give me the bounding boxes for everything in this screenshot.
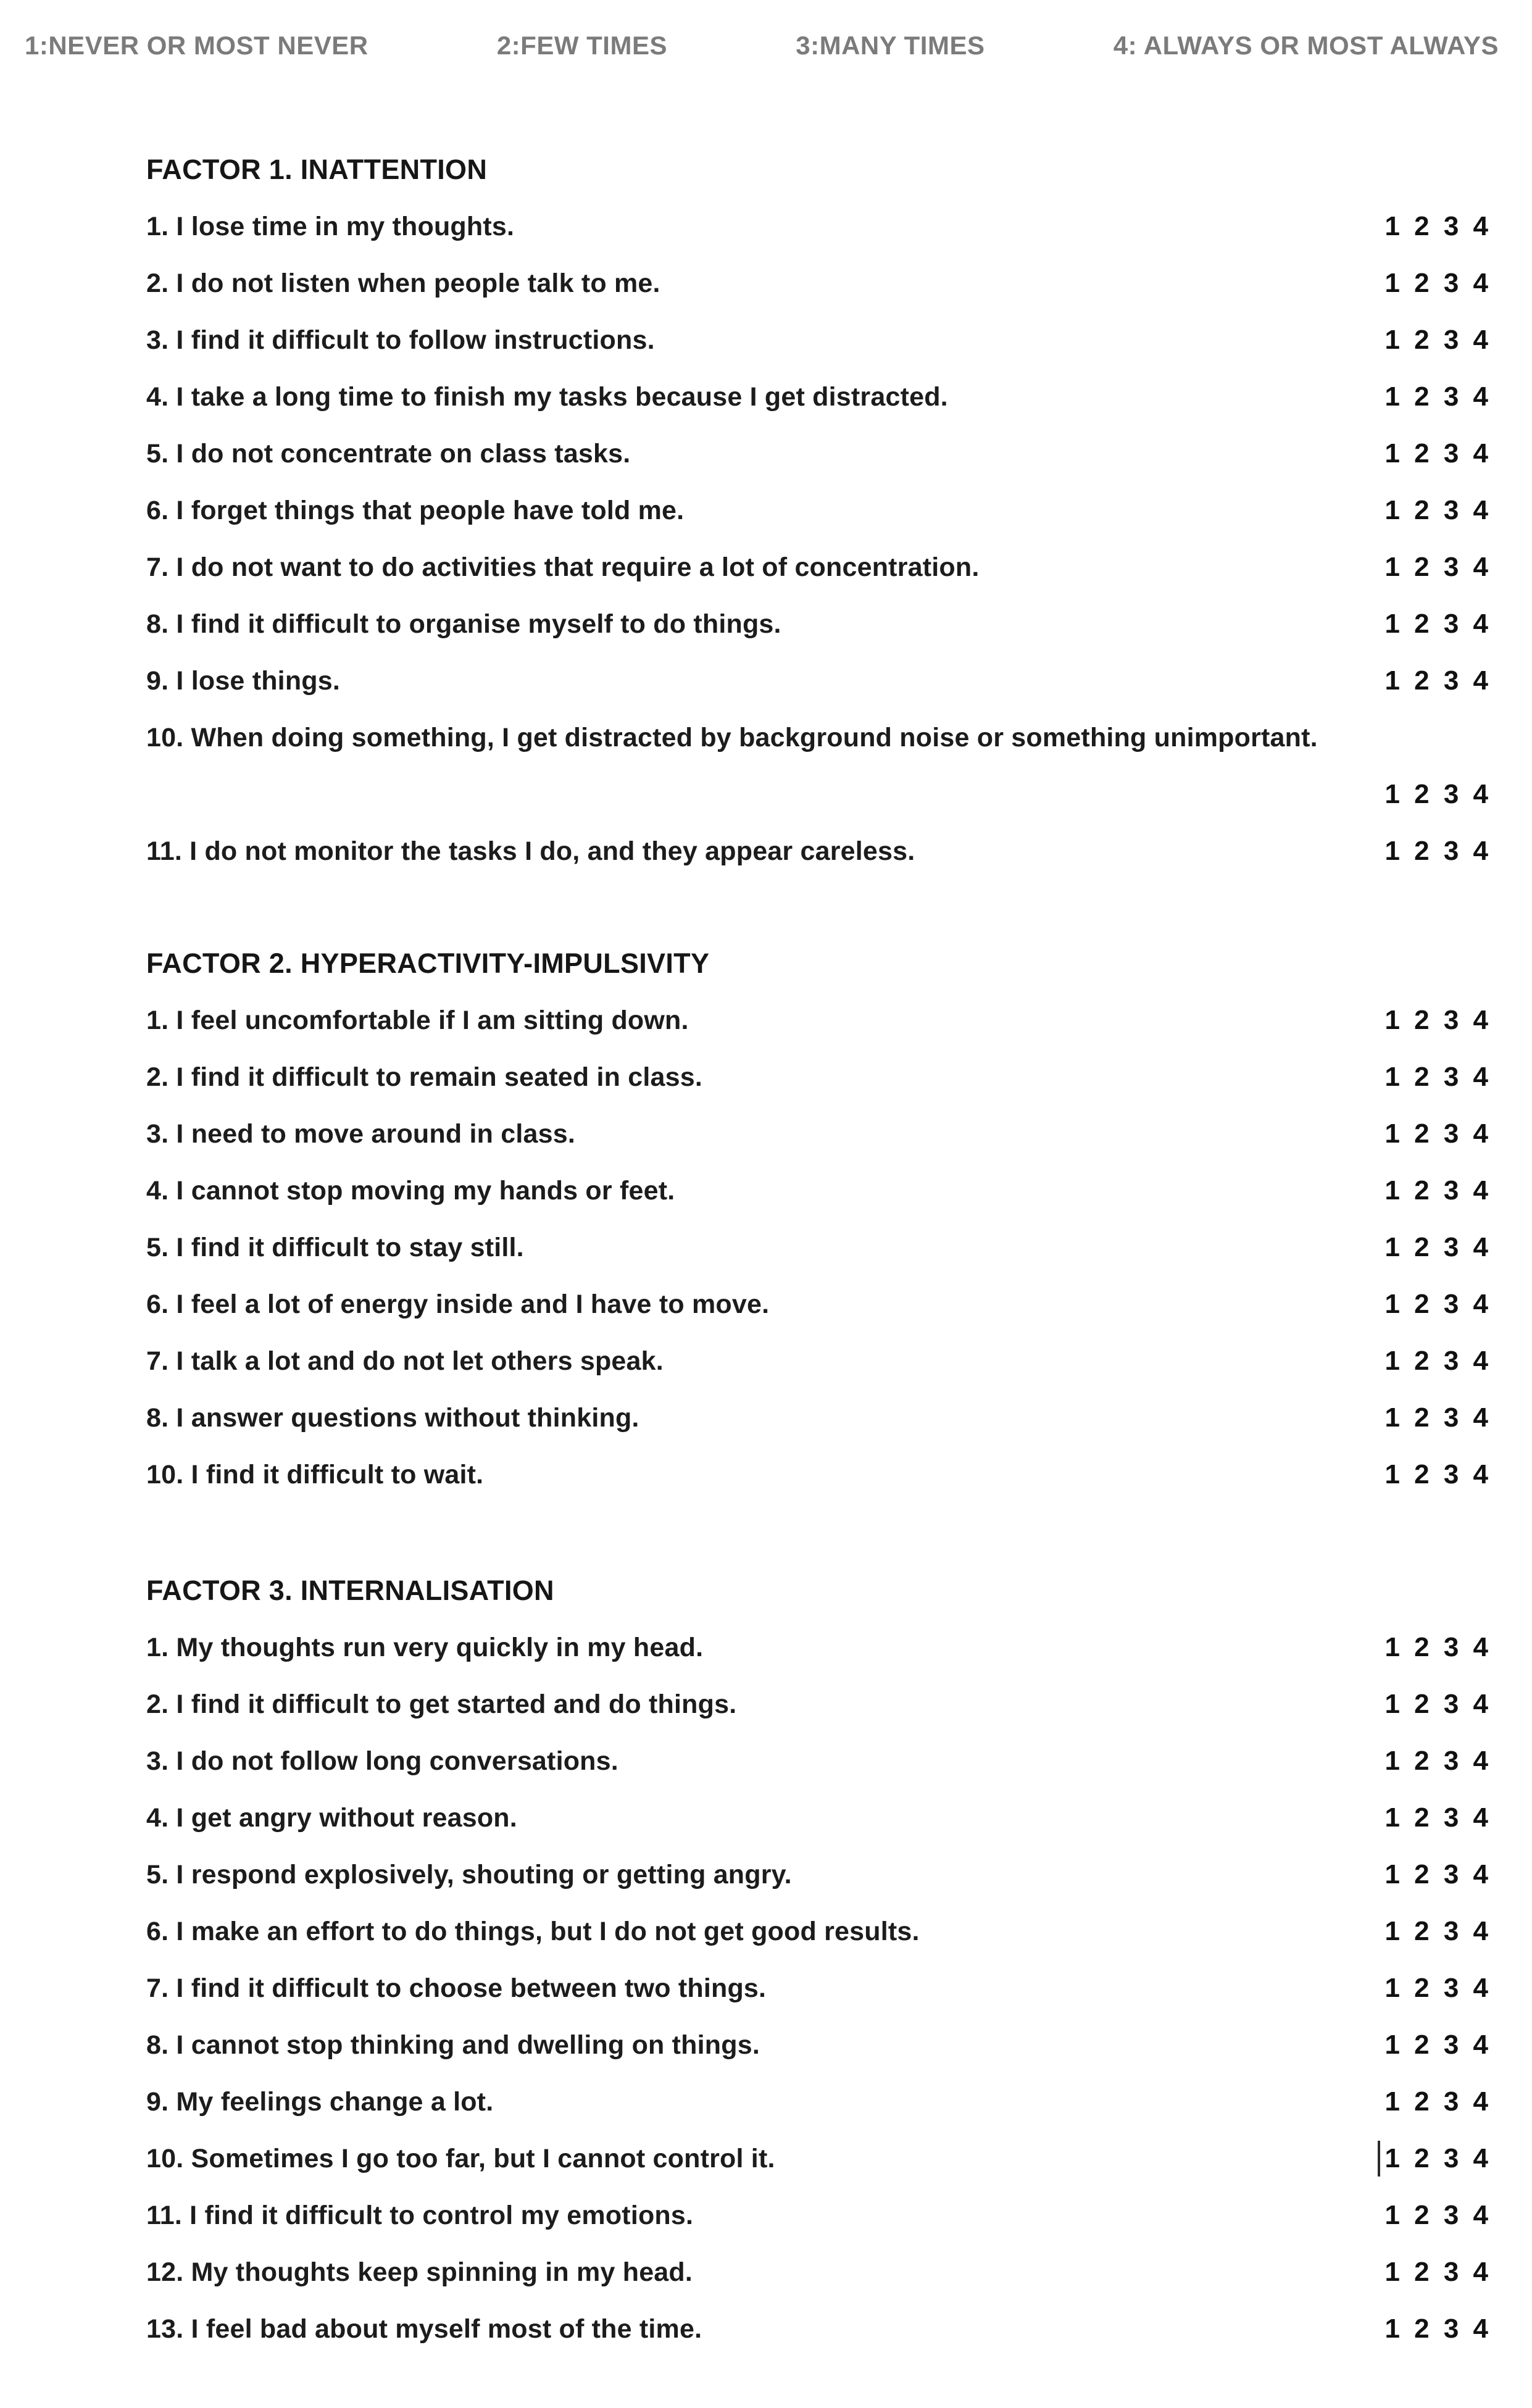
question-text: 2. I find it difficult to get started and do things. [146,1689,737,1719]
question-text: 11. I do not monitor the tasks I do, and they appear careless. [146,836,915,866]
question-row [146,709,1489,766]
question-text: 7. I do not want to do activities that require a lot of concentration. [146,552,980,582]
rating-numbers[interactable]: 1 2 3 4 [1384,2200,1489,2230]
rating-options[interactable] [1384,1289,1489,1320]
rating-options[interactable] [1384,1346,1489,1377]
question-row [146,1162,1489,1219]
question-row [146,425,1489,482]
question-row [146,2301,1489,2357]
rating-numbers[interactable]: 1 2 3 4 [1384,2257,1489,2287]
question-row [146,596,1489,652]
question-row [146,1333,1489,1389]
question-text: 8. I answer questions without thinking. [146,1402,639,1433]
question-row [146,1733,1489,1789]
rating-numbers[interactable]: 1 2 3 4 [1384,268,1489,298]
question-row [146,1049,1489,1106]
rating-options[interactable] [1384,1632,1489,1663]
rating-options[interactable] [1384,211,1489,242]
question-row [146,312,1489,369]
rating-options[interactable] [1378,2141,1489,2177]
question-row [146,1446,1489,1503]
question-text: 5. I find it difficult to stay still. [146,1232,524,1262]
question-text: 9. I lose things. [146,665,341,696]
rating-options[interactable] [1384,1859,1489,1890]
question-text: 7. I talk a lot and do not let others speak. [146,1346,664,1376]
rating-legend [0,0,1532,60]
question-row [146,2017,1489,2073]
section-title: FACTOR 3. INTERNALISATION [146,1575,554,1606]
rating-options[interactable] [1384,1746,1489,1777]
rating-numbers[interactable]: 1 2 3 4 [1384,1973,1489,2003]
question-text: 10. I find it difficult to wait. [146,1459,484,1489]
question-row [146,1389,1489,1446]
rating-numbers[interactable]: 1 2 3 4 [1384,2143,1489,2173]
rating-options[interactable] [1384,1402,1489,1433]
rating-numbers[interactable]: 1 2 3 4 [1384,1916,1489,1946]
rating-numbers[interactable]: 1 2 3 4 [1384,438,1489,469]
questionnaire-body [146,141,1489,2357]
legend-option-2: 2:FEW TIMES [496,31,667,60]
rating-numbers[interactable]: 1 2 3 4 [1384,2086,1489,2117]
rating-numbers[interactable]: 1 2 3 4 [1384,1689,1489,1719]
question-text: 3. I need to move around in class. [146,1119,575,1149]
rating-options[interactable] [1384,1175,1489,1206]
rating-options[interactable] [1384,1005,1489,1036]
question-text: 6. I forget things that people have told me. [146,495,685,525]
question-text: 5. I do not concentrate on class tasks. [146,438,631,469]
question-row [146,482,1489,539]
question-text: 4. I cannot stop moving my hands or feet. [146,1175,675,1206]
rating-options[interactable] [1384,1119,1489,1149]
rating-numbers[interactable]: 1 2 3 4 [1384,1289,1489,1319]
rating-numbers[interactable]: 1 2 3 4 [1384,2314,1489,2344]
rating-options[interactable] [1384,1916,1489,1947]
rating-options[interactable] [1384,2314,1489,2344]
rating-options[interactable] [1384,1062,1489,1093]
rating-options[interactable] [1384,665,1489,696]
question-row [146,2073,1489,2130]
question-text: 3. I find it difficult to follow instructions. [146,325,655,355]
rating-options[interactable] [1384,495,1489,526]
question-row [146,1846,1489,1903]
question-row [146,992,1489,1049]
rating-options[interactable] [1384,2257,1489,2288]
rating-numbers[interactable]: 1 2 3 4 [1384,1746,1489,1776]
question-text: 2. I do not listen when people talk to me. [146,268,660,298]
rating-numbers[interactable]: 1 2 3 4 [1384,1859,1489,1889]
section-items [146,198,1489,880]
text-caret [1378,2141,1380,2177]
question-row [146,766,1489,823]
question-text: 7. I find it difficult to choose between two things. [146,1973,767,2003]
question-text: 6. I feel a lot of energy inside and I have to move. [146,1289,770,1319]
rating-numbers[interactable]: 1 2 3 4 [1384,1232,1489,1262]
factor-section [146,141,1489,880]
question-text: 10. Sometimes I go too far, but I cannot control it. [146,2143,775,2173]
rating-numbers[interactable]: 1 2 3 4 [1384,1346,1489,1376]
rating-options[interactable] [1384,1973,1489,2004]
question-text: 4. I get angry without reason. [146,1802,517,1833]
rating-options[interactable] [1384,1802,1489,1833]
rating-numbers[interactable]: 1 2 3 4 [1384,2030,1489,2060]
section-title: FACTOR 2. HYPERACTIVITY-IMPULSIVITY [146,948,710,979]
question-text: 3. I do not follow long conversations. [146,1746,618,1776]
rating-options[interactable] [1384,609,1489,639]
question-text: 2. I find it difficult to remain seated in class. [146,1062,703,1092]
question-row [146,1106,1489,1162]
question-text: 6. I make an effort to do things, but I do not get good results. [146,1916,920,1946]
question-text: 4. I take a long time to finish my tasks because I get distracted. [146,381,948,412]
question-row [146,369,1489,425]
rating-numbers[interactable]: 1 2 3 4 [1384,609,1489,639]
rating-numbers[interactable]: 1 2 3 4 [1384,1062,1489,1092]
question-row [146,1619,1489,1676]
question-text: 5. I respond explosively, shouting or getting angry. [146,1859,792,1889]
rating-numbers[interactable]: 1 2 3 4 [1384,552,1489,582]
question-row [146,255,1489,312]
rating-numbers[interactable]: 1 2 3 4 [1384,1632,1489,1662]
question-text: 1. I lose time in my thoughts. [146,211,515,241]
rating-numbers[interactable]: 1 2 3 4 [1384,1459,1489,1489]
question-row [146,823,1489,880]
rating-options[interactable] [1384,268,1489,299]
factor-section [146,935,1489,1503]
rating-options[interactable] [1384,325,1489,356]
rating-options[interactable] [1384,836,1489,867]
legend-option-1: 1:NEVER OR MOST NEVER [25,31,368,60]
rating-options[interactable] [1384,1689,1489,1720]
rating-numbers[interactable]: 1 2 3 4 [1384,1802,1489,1833]
rating-options[interactable] [1384,1459,1489,1490]
question-text: 8. I cannot stop thinking and dwelling on things. [146,2030,760,2060]
section-title: FACTOR 1. INATTENTION [146,154,488,185]
rating-numbers[interactable]: 1 2 3 4 [1384,836,1489,866]
rating-options[interactable] [1384,1232,1489,1263]
rating-options[interactable] [1384,2030,1489,2060]
question-row [146,1219,1489,1276]
question-row [146,1676,1489,1733]
question-row [146,2130,1489,2187]
question-text: 11. I find it difficult to control my emotions. [146,2200,694,2230]
rating-numbers[interactable]: 1 2 3 4 [1384,1005,1489,1035]
factor-section [146,1562,1489,2357]
rating-options[interactable] [1384,779,1489,810]
question-text: 1. I feel uncomfortable if I am sitting down. [146,1005,689,1035]
section-items [146,1619,1489,2357]
question-row [146,1276,1489,1333]
rating-options[interactable] [1384,381,1489,412]
rating-numbers[interactable]: 1 2 3 4 [1384,779,1489,809]
question-row [146,2244,1489,2301]
question-row [146,539,1489,596]
rating-numbers[interactable]: 1 2 3 4 [1384,1175,1489,1206]
question-text: 8. I find it difficult to organise myself to do things. [146,609,781,639]
question-text: 13. I feel bad about myself most of the time. [146,2314,702,2344]
rating-numbers[interactable]: 1 2 3 4 [1384,495,1489,525]
rating-numbers[interactable]: 1 2 3 4 [1384,211,1489,241]
rating-numbers[interactable]: 1 2 3 4 [1384,381,1489,412]
question-row [146,1903,1489,1960]
rating-options[interactable] [1384,438,1489,469]
question-row [146,652,1489,709]
rating-options[interactable] [1384,552,1489,583]
question-row [146,1960,1489,2017]
section-items [146,992,1489,1503]
question-row [146,2187,1489,2244]
legend-option-3: 3:MANY TIMES [796,31,985,60]
question-text: 1. My thoughts run very quickly in my head. [146,1632,704,1662]
legend-option-4: 4: ALWAYS OR MOST ALWAYS [1113,31,1499,60]
question-text: 10. When doing something, I get distracted by background noise or something unimportant. [146,722,1318,752]
question-row [146,1789,1489,1846]
rating-options[interactable] [1384,2200,1489,2231]
rating-options[interactable] [1384,2086,1489,2117]
question-text: 12. My thoughts keep spinning in my head. [146,2257,693,2287]
rating-numbers[interactable]: 1 2 3 4 [1384,1119,1489,1149]
question-text: 9. My feelings change a lot. [146,2086,494,2117]
question-row [146,198,1489,255]
rating-numbers[interactable]: 1 2 3 4 [1384,325,1489,355]
rating-numbers[interactable]: 1 2 3 4 [1384,665,1489,696]
rating-numbers[interactable]: 1 2 3 4 [1384,1402,1489,1433]
